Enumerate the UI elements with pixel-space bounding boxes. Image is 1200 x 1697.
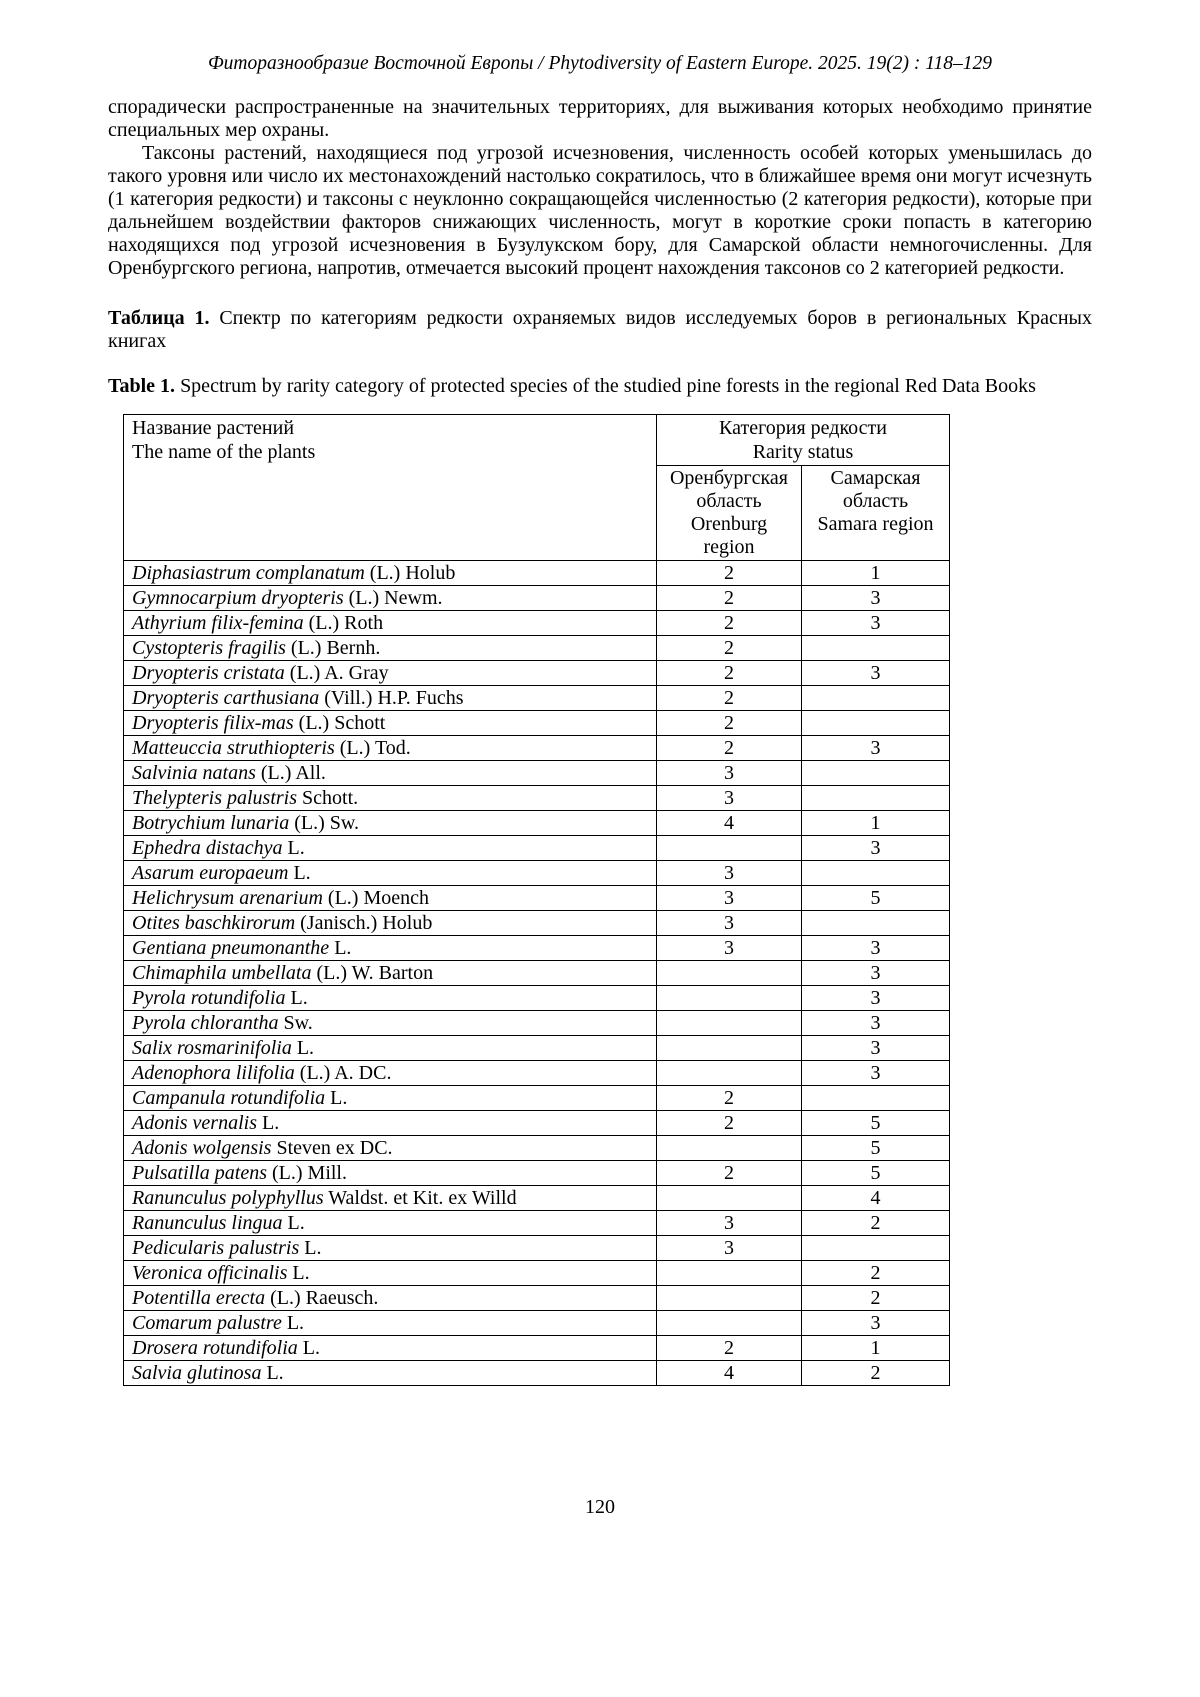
species-name: Otites baschkirorum [132,912,296,934]
table-row [124,1186,950,1211]
orenburg-value-cell [657,1036,802,1061]
species-cell [124,986,657,1011]
species-author: (L.) All. [260,762,326,784]
species-name: Comarum palustre [132,1312,282,1334]
species-name: Asarum europaeum [132,862,289,884]
species-cell [124,636,657,661]
orenburg-value-cell [657,836,802,861]
journal-citation: Фиторазнообразие Восточной Европы / Phytodiversity of Eastern Europe. 2025. 19(2) : 118–129 [207,53,993,74]
name-header-en: The name of the plants [132,441,316,463]
species-name: Athyrium filix-femina [132,612,304,634]
species-name: Ranunculus lingua [132,1212,283,1234]
table-row [124,986,950,1011]
table-row [124,686,950,711]
species-cell [124,1186,657,1211]
table-row [124,636,950,661]
samara-value-cell: 5 [802,1161,950,1186]
orenburg-value-cell [657,1061,802,1086]
species-name: Salix rosmarinifolia [132,1037,292,1059]
species-cell [124,836,657,861]
species-name: Cystopteris fragilis [132,637,286,659]
orenburg-value-cell: 4 [657,1361,802,1386]
species-name: Pulsatilla patens [132,1162,267,1184]
table-row [124,1211,950,1236]
orenburg-value-cell: 3 [657,1211,802,1236]
species-cell [124,686,657,711]
table-row [124,736,950,761]
species-name: Dryopteris filix-mas [132,712,294,734]
species-name: Ranunculus polyphyllus [132,1187,324,1209]
species-name: Gentiana pneumonanthe [132,937,330,959]
table-row [124,711,950,736]
table-header-row [124,415,950,466]
table-row [124,1261,950,1286]
orenburg-value-cell: 4 [657,811,802,836]
species-cell [124,1336,657,1361]
species-author: L. [330,1087,348,1109]
species-author: (L.) Schott [298,712,386,734]
orenburg-value-cell [657,1136,802,1161]
species-cell [124,761,657,786]
orenburg-value-cell: 2 [657,636,802,661]
table-caption-ru-label: Таблица 1. [108,307,210,329]
table-caption-en [108,375,1092,398]
table-row [124,661,950,686]
samara-value-cell: 1 [802,1336,950,1361]
species-name: Salvia glutinosa [132,1362,262,1384]
species-cell [124,786,657,811]
samara-value-cell [802,1086,950,1111]
paragraph-continuation: спорадически распространенные на значительных территориях, для выживания которых необходимо принятие специальных мер охраны. [108,96,1092,141]
species-author: L. [304,1237,322,1259]
species-author: L. [266,1362,284,1384]
samara-value-cell: 3 [802,961,950,986]
orenburg-value-cell: 3 [657,936,802,961]
samara-value-cell: 4 [802,1186,950,1211]
orenburg-value-cell: 3 [657,1236,802,1261]
species-cell [124,1261,657,1286]
species-cell [124,811,657,836]
species-name: Drosera rotundifolia [132,1337,298,1359]
orenburg-value-cell: 2 [657,736,802,761]
species-cell [124,661,657,686]
category-header-ru: Категория редкости [719,417,887,439]
table-row [124,586,950,611]
table-row [124,1286,950,1311]
orenburg-value-cell [657,1261,802,1286]
orenburg-value-cell [657,1311,802,1336]
species-author: (Janisch.) Holub [300,912,433,934]
table-row [124,1036,950,1061]
body-text [108,96,1092,280]
species-cell [124,886,657,911]
table-row [124,611,950,636]
species-cell [124,911,657,936]
samara-value-cell: 3 [802,1311,950,1336]
species-author: L. [292,1262,310,1284]
species-author: (L.) Tod. [339,737,411,759]
table-row [124,786,950,811]
species-author: (L.) Raeusch. [270,1287,379,1309]
species-author: Steven ex DC. [276,1137,393,1159]
orenburg-value-cell [657,1286,802,1311]
species-table-body [124,561,950,1386]
samara-value-cell: 3 [802,1036,950,1061]
table-caption-ru [108,307,1092,353]
species-name: Chimaphila umbellata [132,962,312,984]
species-cell [124,561,657,586]
table-row [124,911,950,936]
orenburg-value-cell: 2 [657,1086,802,1111]
samara-value-cell [802,686,950,711]
orenburg-value-cell: 2 [657,611,802,636]
samara-value-cell: 1 [802,811,950,836]
table-caption-ru-text: Спектр по категориям редкости охраняемых видов исследуемых боров в региональных Красных книгах [108,307,1092,352]
orenburg-value-cell: 2 [657,1111,802,1136]
species-cell [124,1011,657,1036]
samara-value-cell: 3 [802,1061,950,1086]
samara-value-cell: 5 [802,1136,950,1161]
species-cell [124,861,657,886]
table-row [124,1236,950,1261]
samara-value-cell: 3 [802,936,950,961]
samara-value-cell [802,1236,950,1261]
orenburg-value-cell: 2 [657,686,802,711]
species-name: Helichrysum arenarium [132,887,323,909]
category-header-en: Rarity status [752,441,854,463]
species-cell [124,1136,657,1161]
species-name: Adenophora lilifolia [132,1062,295,1084]
species-cell [124,1086,657,1111]
species-author: L. [286,1312,305,1334]
species-name: Veronica officinalis [132,1262,288,1284]
species-author: L. [302,1337,320,1359]
page-number: 120 [585,1496,615,1518]
species-author: (L.) Sw. [294,812,360,834]
species-author: (L.) Newm. [348,587,443,609]
species-author: (L.) Bernh. [290,637,381,659]
table-row [124,1311,950,1336]
species-author: Waldst. et Kit. ex Willd [328,1187,517,1209]
species-cell [124,611,657,636]
species-author: L. [296,1037,315,1059]
species-author: L. [334,937,352,959]
orenburg-value-cell [657,986,802,1011]
table-row [124,561,950,586]
name-header-ru: Название растений [132,417,295,439]
orenburg-value-cell [657,961,802,986]
species-name: Adonis vernalis [132,1112,257,1134]
orenburg-value-cell: 3 [657,886,802,911]
samara-value-cell: 3 [802,836,950,861]
orenburg-value-cell: 3 [657,786,802,811]
species-name: Campanula rotundifolia [132,1087,326,1109]
table-row [124,1086,950,1111]
species-cell [124,586,657,611]
species-author: L. [290,987,308,1009]
samara-value-cell [802,711,950,736]
table-row [124,1136,950,1161]
species-name: Diphasiastrum complanatum [132,562,365,584]
orenburg-value-cell: 2 [657,561,802,586]
species-author: (L.) Holub [369,562,456,584]
species-cell [124,1236,657,1261]
species-name: Thelypteris palustris [132,787,298,809]
species-name: Pyrola chlorantha [132,1012,279,1034]
species-name: Salvinia natans [132,762,256,784]
species-cell [124,1361,657,1386]
species-name: Dryopteris carthusiana [132,687,320,709]
orenburg-value-cell [657,1011,802,1036]
orenburg-value-cell: 2 [657,711,802,736]
table-row [124,1011,950,1036]
orenburg-value-cell: 2 [657,586,802,611]
species-cell [124,1061,657,1086]
species-cell [124,1111,657,1136]
table-row [124,1161,950,1186]
species-cell [124,1161,657,1186]
species-cell [124,961,657,986]
samara-value-cell: 5 [802,1111,950,1136]
species-author: (L.) Roth [308,612,384,634]
species-cell [124,1211,657,1236]
samara-value-cell [802,761,950,786]
species-name: Dryopteris cristata [132,662,285,684]
species-author: L. [287,1212,305,1234]
table-row [124,886,950,911]
orenburg-value-cell: 2 [657,661,802,686]
species-author: (L.) A. Gray [289,662,389,684]
orenburg-value-cell: 2 [657,1336,802,1361]
species-author: (L.) W. Barton [316,962,434,984]
orenburg-value-cell [657,1186,802,1211]
species-author: L. [262,1112,280,1134]
orenburg-value-cell: 3 [657,761,802,786]
samara-value-cell: 2 [802,1261,950,1286]
category-header-cell [657,415,950,466]
table-row [124,1111,950,1136]
samara-value-cell: 2 [802,1361,950,1386]
orenburg-value-cell: 3 [657,911,802,936]
species-cell [124,1311,657,1336]
orenburg-value-cell: 2 [657,1161,802,1186]
species-author: L. [287,837,305,859]
species-cell [124,1036,657,1061]
species-name: Matteuccia struthiopteris [132,737,335,759]
table-row [124,1361,950,1386]
orenburg-value-cell: 3 [657,861,802,886]
samara-value-cell: 1 [802,561,950,586]
species-author: (L.) Moench [327,887,429,909]
table-row [124,811,950,836]
table-row [124,1336,950,1361]
samara-value-cell: 3 [802,986,950,1011]
samara-value-cell [802,911,950,936]
species-cell [124,736,657,761]
species-author: L. [293,862,311,884]
species-name: Gymnocarpium dryopteris [132,587,344,609]
species-cell [124,711,657,736]
samara-value-cell: 3 [802,736,950,761]
table-row [124,861,950,886]
samara-value-cell: 3 [802,586,950,611]
species-name: Adonis wolgensis [132,1137,272,1159]
species-cell [124,936,657,961]
samara-value-cell: 3 [802,611,950,636]
table-row [124,761,950,786]
table-row [124,836,950,861]
table-caption-en-label: Table 1. [108,375,176,397]
species-table [123,414,950,1386]
samara-value-cell [802,786,950,811]
species-author: (L.) A. DC. [299,1062,392,1084]
table-row [124,936,950,961]
samara-region-header-cell: Самарская область Samara region [802,466,950,561]
species-name: Ephedra distachya [132,837,283,859]
samara-value-cell [802,636,950,661]
species-name: Potentilla erecta [132,1287,266,1309]
species-name: Pedicularis palustris [132,1237,300,1259]
species-name: Botrychium lunaria [132,812,290,834]
orenburg-region-header-cell: Оренбургская область Orenburg region [657,466,802,561]
samara-value-cell: 3 [802,1011,950,1036]
name-header-cell [124,415,657,561]
samara-value-cell [802,861,950,886]
species-author: Sw. [283,1012,313,1034]
species-author: (Vill.) H.P. Fuchs [324,687,464,709]
species-author: (L.) Mill. [272,1162,347,1184]
table-row [124,1061,950,1086]
samara-value-cell: 3 [802,661,950,686]
samara-value-cell: 2 [802,1211,950,1236]
samara-value-cell: 2 [802,1286,950,1311]
species-name: Pyrola rotundifolia [132,987,286,1009]
table-row [124,961,950,986]
table-caption-en-text: Spectrum by rarity category of protected species of the studied pine forests in the regional Red Data Books [180,375,1036,397]
species-author: Schott. [302,787,359,809]
paragraph-taxa: Таксоны растений, находящиеся под угрозой исчезновения, численность особей которых уменьшилась до такого уровня или число их местонахождений настолько сократилось, что в ближайшее время они могут исчезнуть (1 категория редкости) и таксоны с неуклонно сокращающейся численностью (2 категория редкости), которые при дальнейшем воздействии факторов снижающих численность, могут в короткие сроки попасть в категорию находящихся под угрозой исчезновения в Бузулукском бору, для Самарской области немногочисленны. Для Оренбургского региона, напротив, отмечается высокий процент нахождения таксонов со 2 категорией редкости. [108,142,1092,279]
species-cell [124,1286,657,1311]
samara-value-cell: 5 [802,886,950,911]
